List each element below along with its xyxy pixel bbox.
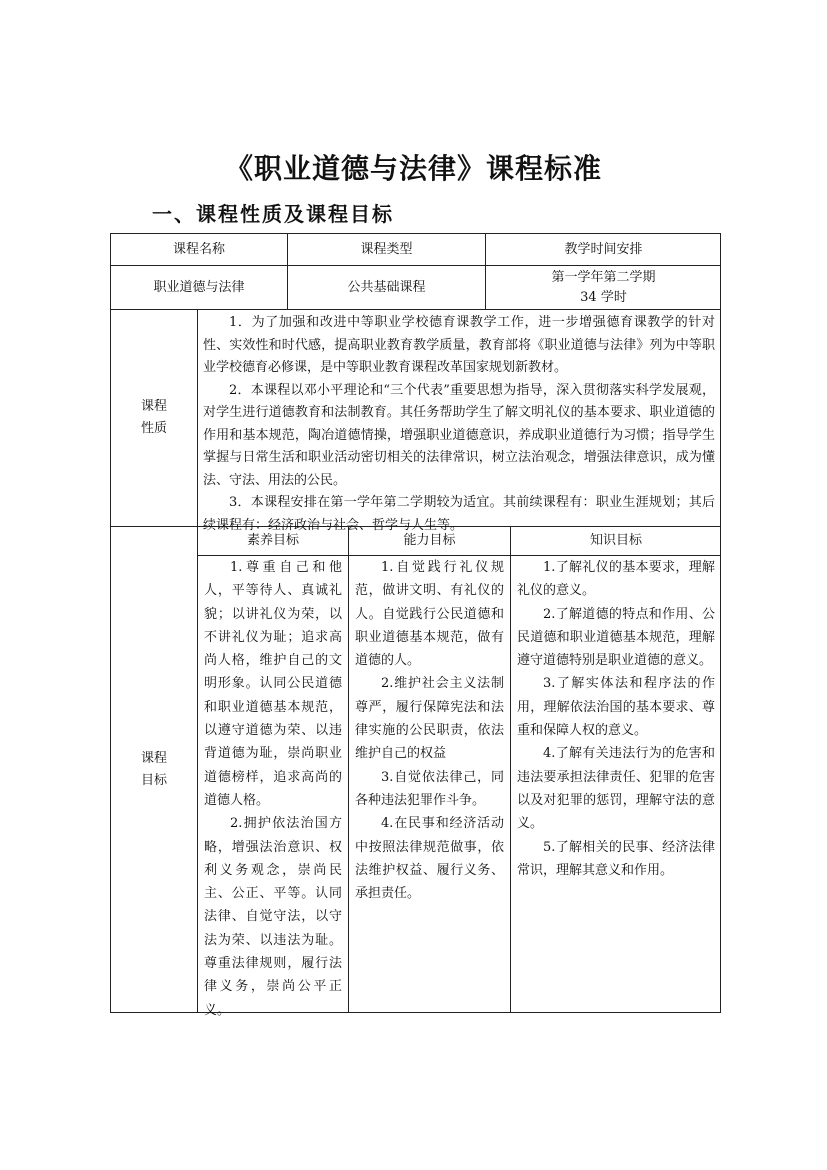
ability-item: 2.维护社会主义法制尊严，履行保障宪法和法律实施的公民职责，依法维护自己的权益 — [355, 676, 504, 762]
knowledge-goals — [517, 556, 715, 882]
knowledge-item: 2.了解道德的特点和作用、公民道德和职业道德基本规范，理解遵守道德特别是职业道德的意义。 — [517, 606, 715, 669]
header-course-name: 课程名称 — [172, 241, 225, 257]
nature-paragraph: 1．为了加强和改进中等职业学校德育课教学工作，进一步增强德育课教学的针对性、实效性和时代感，提高职业教育教学质量，教育部将《职业道德与法律》列为中等职业学校德育必修课，是中等职业教育课程改革国家规划新教材。 — [203, 315, 715, 375]
header-knowledge-goals: 知识目标 — [589, 533, 642, 548]
nature-label — [111, 310, 197, 526]
schedule-value — [486, 266, 721, 309]
header-course-type: 课程类型 — [360, 241, 413, 257]
header-literacy-goals: 素养目标 — [246, 533, 299, 548]
section-heading: 一、课程性质及课程目标 — [152, 202, 394, 226]
literacy-item: 2.拥护依法治国方略，增强法治意识、权利义务观念，崇尚民主、公正、平等。认同法律、自觉守法，以守法为荣、以违法为耻。尊重法律规则，履行法律义务，崇尚公平正义。 — [204, 816, 342, 1018]
literacy-item: 1.尊重自己和他人，平等待人、真诚礼貌；以讲礼仪为荣，以不讲礼仪为耻；追求高尚人格，维护自己的文明形象。认同公民道德和职业道德基本规范，以遵守道德为荣、以违背道德为耻，崇尚职业道德榜样，追求高尚的道德人格。 — [204, 560, 342, 808]
divider — [197, 309, 198, 1013]
goals-label-line2: 目标 — [140, 773, 167, 788]
header-schedule: 教学时间安排 — [564, 241, 643, 257]
nature-label-line2: 性质 — [140, 421, 167, 436]
schedule-hours: 34 学时 — [580, 289, 627, 305]
nature-paragraph: 3．本课程安排在第一学年第二学期较为适宜。其前续课程有：职业生涯规划；其后续课程有：经济政治与社会、哲学与人生等。 — [203, 495, 715, 533]
divider — [110, 309, 721, 310]
goals-label — [111, 527, 197, 1013]
nature-content — [203, 312, 715, 537]
header-ability-goals: 能力目标 — [403, 533, 456, 548]
schedule-semester: 第一学年第二学期 — [551, 269, 656, 285]
document-title: 《职业道德与法律》课程标准 — [224, 152, 602, 185]
ability-item: 1.自觉践行礼仪规范，做讲文明、有礼仪的人。自觉践行公民道德和职业道德基本规范，做有道德的人。 — [355, 560, 504, 669]
course-name-value: 职业道德与法律 — [153, 279, 245, 295]
knowledge-item: 5.了解相关的民事、经济法律常识，理解其意义和作用。 — [517, 839, 715, 878]
ability-item: 4.在民事和经济活动中按照法律规范做事，依法维护权益、履行义务、承担责任。 — [355, 816, 504, 902]
divider — [348, 526, 349, 1013]
course-type-value: 公共基础课程 — [347, 279, 426, 295]
divider — [510, 526, 511, 1013]
knowledge-item: 4.了解有关违法行为的危害和违法要承担法律责任、犯罪的危害以及对犯罪的惩罚，理解守法的意义。 — [517, 746, 715, 832]
knowledge-item: 1.了解礼仪的基本要求，理解礼仪的意义。 — [517, 560, 715, 599]
goals-label-line1: 课程 — [140, 751, 167, 766]
nature-paragraph: 2．本课程以邓小平理论和“三个代表”重要思想为指导，深入贯彻落实科学发展观，对学生进行道德教育和法制教育。其任务帮助学生了解文明礼仪的基本要求、职业道德的作用和基本规范，陶冶道德情操，增强职业道德意识，养成职业道德行为习惯；指导学生掌握与日常生活和职业活动密切相关的法律常识，树立法治观念，增强法律意识，成为懂法、守法、用法的公民。 — [203, 382, 715, 488]
nature-label-line1: 课程 — [140, 399, 167, 414]
literacy-goals — [204, 556, 342, 1022]
ability-goals — [355, 556, 504, 905]
ability-item: 3.自觉依法律己，同各种违法犯罪作斗争。 — [355, 769, 504, 808]
knowledge-item: 3.了解实体法和程序法的作用，理解依法治国的基本要求、尊重和保障人权的意义。 — [517, 676, 715, 739]
